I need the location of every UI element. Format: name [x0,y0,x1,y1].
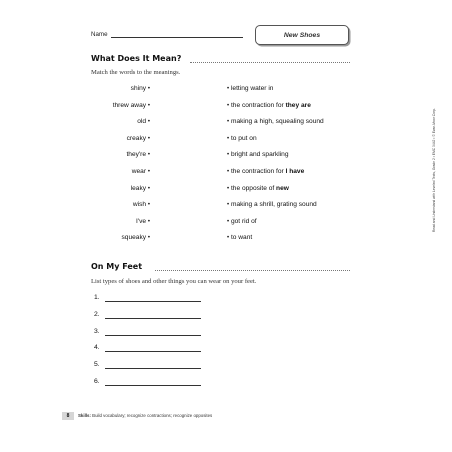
match-dot: • [147,152,150,159]
word-text: wish [132,201,147,209]
match-dot: • [147,235,150,242]
match-dot: • [227,235,230,242]
definition-keyword: they are [285,101,311,109]
answer-line[interactable] [105,351,201,352]
match-dot: • [147,169,150,175]
answer-number: 1. [94,294,100,301]
match-word [132,168,150,175]
section-heading-meaning: What Does It Mean? [91,54,182,63]
story-title-box [255,25,349,45]
heading-dots [155,270,350,271]
answer-number: 5. [94,361,100,369]
answer-line[interactable] [105,368,201,369]
section-heading-feet: On My Feet [91,262,143,271]
word-text: old [137,118,147,126]
match-dot: • [227,119,230,126]
answer-line[interactable] [105,385,201,386]
match-dot: • [227,169,230,175]
match-dot: • [147,135,150,142]
match-definition [227,234,252,241]
story-title: New Shoes [283,31,321,39]
match-definition [227,102,311,109]
match-word [113,102,150,109]
answer-line[interactable] [105,318,201,319]
definition-text: to want [230,234,253,242]
definition-text: got rid of [230,217,257,225]
definition-text: the opposite of [230,184,277,192]
match-dot: • [227,135,230,142]
definition-text: making a high, squealing sound [230,118,324,126]
match-word [136,218,150,225]
answer-number: 2. [94,310,100,318]
match-definition [227,185,289,192]
word-text: squeaky [121,234,147,242]
answer-line[interactable] [105,301,201,302]
skills-text: Build vocabulary; recognize contractions; recognize opposites [92,413,213,418]
definition-text: bright and sparkling [230,151,289,159]
match-definition [227,151,289,158]
match-word [127,135,150,142]
word-column [60,85,150,245]
match-dot: • [147,102,150,109]
match-dot: • [227,102,230,109]
answer-number: 4. [94,344,100,352]
match-definition [227,218,257,225]
definition-column [227,85,367,245]
match-word [121,234,150,241]
word-text: leaky [130,184,147,192]
word-text: I've [135,217,147,225]
section-instructions: List types of shoes and other things you can wear on your feet. [91,278,257,285]
match-definition [227,85,273,92]
match-dot: • [147,218,150,225]
answer-lines [94,294,214,394]
match-dot: • [147,185,150,192]
match-dot: • [227,86,230,92]
word-text: wear [131,168,147,175]
match-word [133,201,150,208]
section-instructions: Match the words to the meanings. [91,69,181,76]
word-text: they're [126,151,147,159]
name-field [91,31,243,38]
word-text: shiny [130,85,147,92]
match-dot: • [227,218,230,225]
match-dot: • [227,152,230,159]
definition-keyword: new [276,184,289,192]
answer-number: 3. [94,327,100,335]
match-word [126,151,150,158]
definition-text: letting water in [230,85,274,92]
answer-line[interactable] [105,335,201,336]
heading-dots [190,62,350,63]
match-dot: • [147,86,150,92]
match-dot: • [147,119,150,126]
match-dot: • [227,185,230,192]
name-label: Name [91,31,108,38]
word-text: creaky [126,134,147,142]
answer-number: 6. [94,378,100,385]
definition-text: making a shrill, grating sound [230,201,317,209]
copyright-credit: Read and Understand with Leveled Texts, Grade 2 • EMC 3442 • © Evan-Moor Corp. [432,108,436,232]
match-word [131,185,150,192]
match-definition [227,168,304,175]
definition-text: the contraction for [230,101,286,109]
match-dot: • [227,202,230,209]
match-definition [227,135,257,142]
definition-keyword: I have [285,168,305,175]
match-word [131,85,150,92]
match-dot: • [147,202,150,209]
skills-footer [78,413,212,418]
name-line [111,31,243,38]
definition-text: to put on [230,134,257,142]
page-number: 8 [62,412,74,420]
definition-text: the contraction for [230,168,286,175]
match-definition [227,118,324,125]
skills-label: Skills: [78,413,91,418]
match-definition [227,201,317,208]
word-text: threw away [112,101,147,109]
match-word [137,118,150,125]
